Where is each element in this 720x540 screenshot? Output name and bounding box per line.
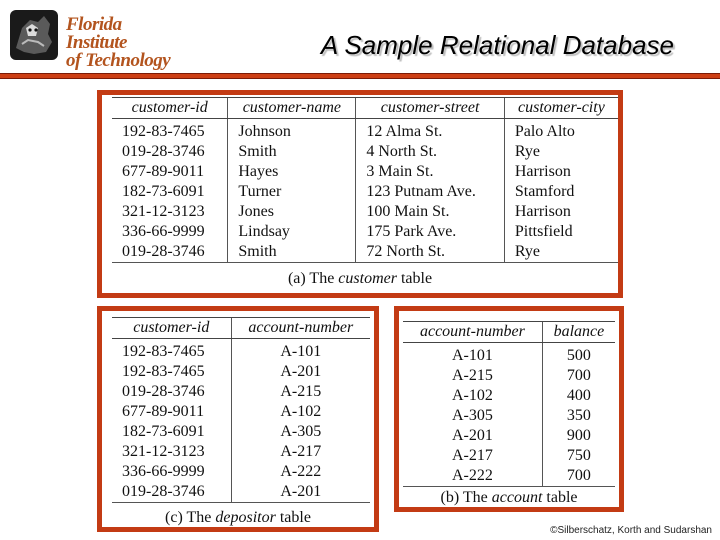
table-cell: 019-28-3746 — [112, 482, 231, 503]
table-cell: Jones — [228, 202, 356, 222]
table-cell: 336-66-9999 — [122, 223, 205, 240]
table-cell: 700 — [542, 466, 615, 487]
table-cell: 019-28-3746 — [112, 242, 228, 263]
table-cell: Harrison — [504, 162, 618, 182]
table-cell: Johnson — [228, 119, 356, 143]
table-cell: 336-66-9999 — [122, 463, 205, 480]
table-cell: 900 — [542, 426, 615, 446]
header-divider — [0, 73, 720, 79]
table-cell: A-217 — [231, 442, 370, 462]
table-row — [112, 422, 370, 442]
table-cell: 182-73-6091 — [122, 183, 205, 200]
customer-table-panel — [97, 90, 623, 298]
table-cell: 677-89-9011 — [122, 163, 205, 180]
table-cell: 175 Park Ave. — [356, 222, 504, 242]
table-cell: 500 — [542, 343, 615, 367]
column-header: customer-id — [112, 318, 231, 339]
table-cell: Stamford — [504, 182, 618, 202]
column-header: account-number — [231, 318, 370, 339]
table-cell: 321-12-3123 — [122, 443, 205, 460]
table-cell: 182-73-6091 — [122, 423, 205, 440]
table-cell: 019-28-3746 — [122, 143, 205, 160]
caption-table-name: account — [491, 489, 543, 506]
table-cell: A-101 — [451, 347, 493, 364]
table-cell: A-101 — [231, 339, 370, 363]
table-cell: 192-83-7465 — [122, 363, 205, 380]
table-row — [112, 119, 618, 143]
table-row — [112, 242, 618, 263]
table-cell: A-201 — [231, 362, 370, 382]
table-header-row — [403, 322, 615, 343]
customer-table-caption — [102, 270, 618, 288]
table-cell: A-305 — [451, 407, 493, 424]
slide-title: A Sample Relational Database — [320, 30, 674, 60]
account-table — [403, 321, 615, 487]
table-cell: 72 North St. — [356, 242, 504, 263]
caption-table-name: customer — [338, 270, 397, 287]
account-table-caption — [399, 489, 619, 507]
table-cell: 123 Putnam Ave. — [356, 182, 504, 202]
table-cell: A-215 — [451, 367, 493, 384]
table-cell: 350 — [542, 406, 615, 426]
depositor-table — [112, 317, 370, 503]
table-cell: 4 North St. — [356, 142, 504, 162]
table-cell: A-102 — [451, 387, 493, 404]
table-cell: Hayes — [228, 162, 356, 182]
table-cell: Harrison — [504, 202, 618, 222]
table-row — [403, 386, 615, 406]
table-row — [112, 482, 370, 503]
table-row — [112, 402, 370, 422]
table-cell: 3 Main St. — [356, 162, 504, 182]
table-row — [112, 182, 618, 202]
logo-line-2: of Technology — [66, 50, 171, 71]
table-row — [112, 382, 370, 402]
table-cell: Smith — [228, 142, 356, 162]
column-header: customer-city — [504, 98, 618, 119]
table-row — [112, 202, 618, 222]
column-header: account-number — [403, 322, 542, 343]
table-cell: 321-12-3123 — [122, 203, 205, 220]
table-cell: Palo Alto — [504, 119, 618, 143]
table-row — [403, 426, 615, 446]
copyright-notice: ©Silberschatz, Korth and Sudarshan — [550, 525, 712, 536]
table-cell: A-201 — [451, 427, 493, 444]
table-cell: A-222 — [403, 466, 542, 487]
table-cell: Pittsfield — [504, 222, 618, 242]
table-header-row — [112, 318, 370, 339]
table-cell: A-222 — [231, 462, 370, 482]
table-row — [403, 366, 615, 386]
table-cell: 192-83-7465 — [122, 343, 205, 360]
caption-table-name: depositor — [215, 509, 276, 526]
table-cell: Lindsay — [228, 222, 356, 242]
table-cell: A-201 — [231, 482, 370, 503]
table-cell: Rye — [504, 242, 618, 263]
table-cell: Rye — [504, 142, 618, 162]
table-cell: A-102 — [231, 402, 370, 422]
depositor-table-panel — [97, 306, 379, 532]
table-row — [403, 446, 615, 466]
table-cell: 12 Alma St. — [356, 119, 504, 143]
table-cell: 400 — [542, 386, 615, 406]
table-row — [112, 442, 370, 462]
table-cell: 100 Main St. — [356, 202, 504, 222]
table-cell: 700 — [542, 366, 615, 386]
column-header: customer-street — [356, 98, 504, 119]
customer-table — [112, 97, 618, 263]
table-cell: 192-83-7465 — [122, 123, 205, 140]
table-cell: A-217 — [451, 447, 493, 464]
caption-prefix: (c) The — [165, 509, 212, 526]
table-row — [403, 466, 615, 487]
table-row — [112, 222, 618, 242]
table-header-row — [112, 98, 618, 119]
table-cell: Turner — [228, 182, 356, 202]
logo-line-1: Florida Institute — [66, 14, 127, 53]
caption-prefix: (a) The — [287, 270, 335, 287]
caption-suffix: table — [400, 270, 433, 287]
table-cell: A-215 — [231, 382, 370, 402]
table-row — [112, 162, 618, 182]
table-cell: 750 — [542, 446, 615, 466]
table-row — [403, 406, 615, 426]
table-row — [112, 339, 370, 363]
account-table-panel — [394, 306, 624, 512]
column-header: customer-name — [228, 98, 356, 119]
caption-prefix: (b) The — [440, 489, 488, 506]
table-row — [112, 462, 370, 482]
caption-suffix: table — [546, 489, 578, 506]
table-cell: A-305 — [231, 422, 370, 442]
table-row — [112, 362, 370, 382]
depositor-table-caption — [102, 509, 374, 527]
table-cell: 019-28-3746 — [122, 383, 205, 400]
table-cell: 677-89-9011 — [122, 403, 205, 420]
table-row — [403, 343, 615, 367]
table-row — [112, 142, 618, 162]
caption-suffix: table — [279, 509, 311, 526]
column-header: balance — [542, 322, 615, 343]
column-header: customer-id — [112, 98, 228, 119]
table-cell: Smith — [228, 242, 356, 263]
